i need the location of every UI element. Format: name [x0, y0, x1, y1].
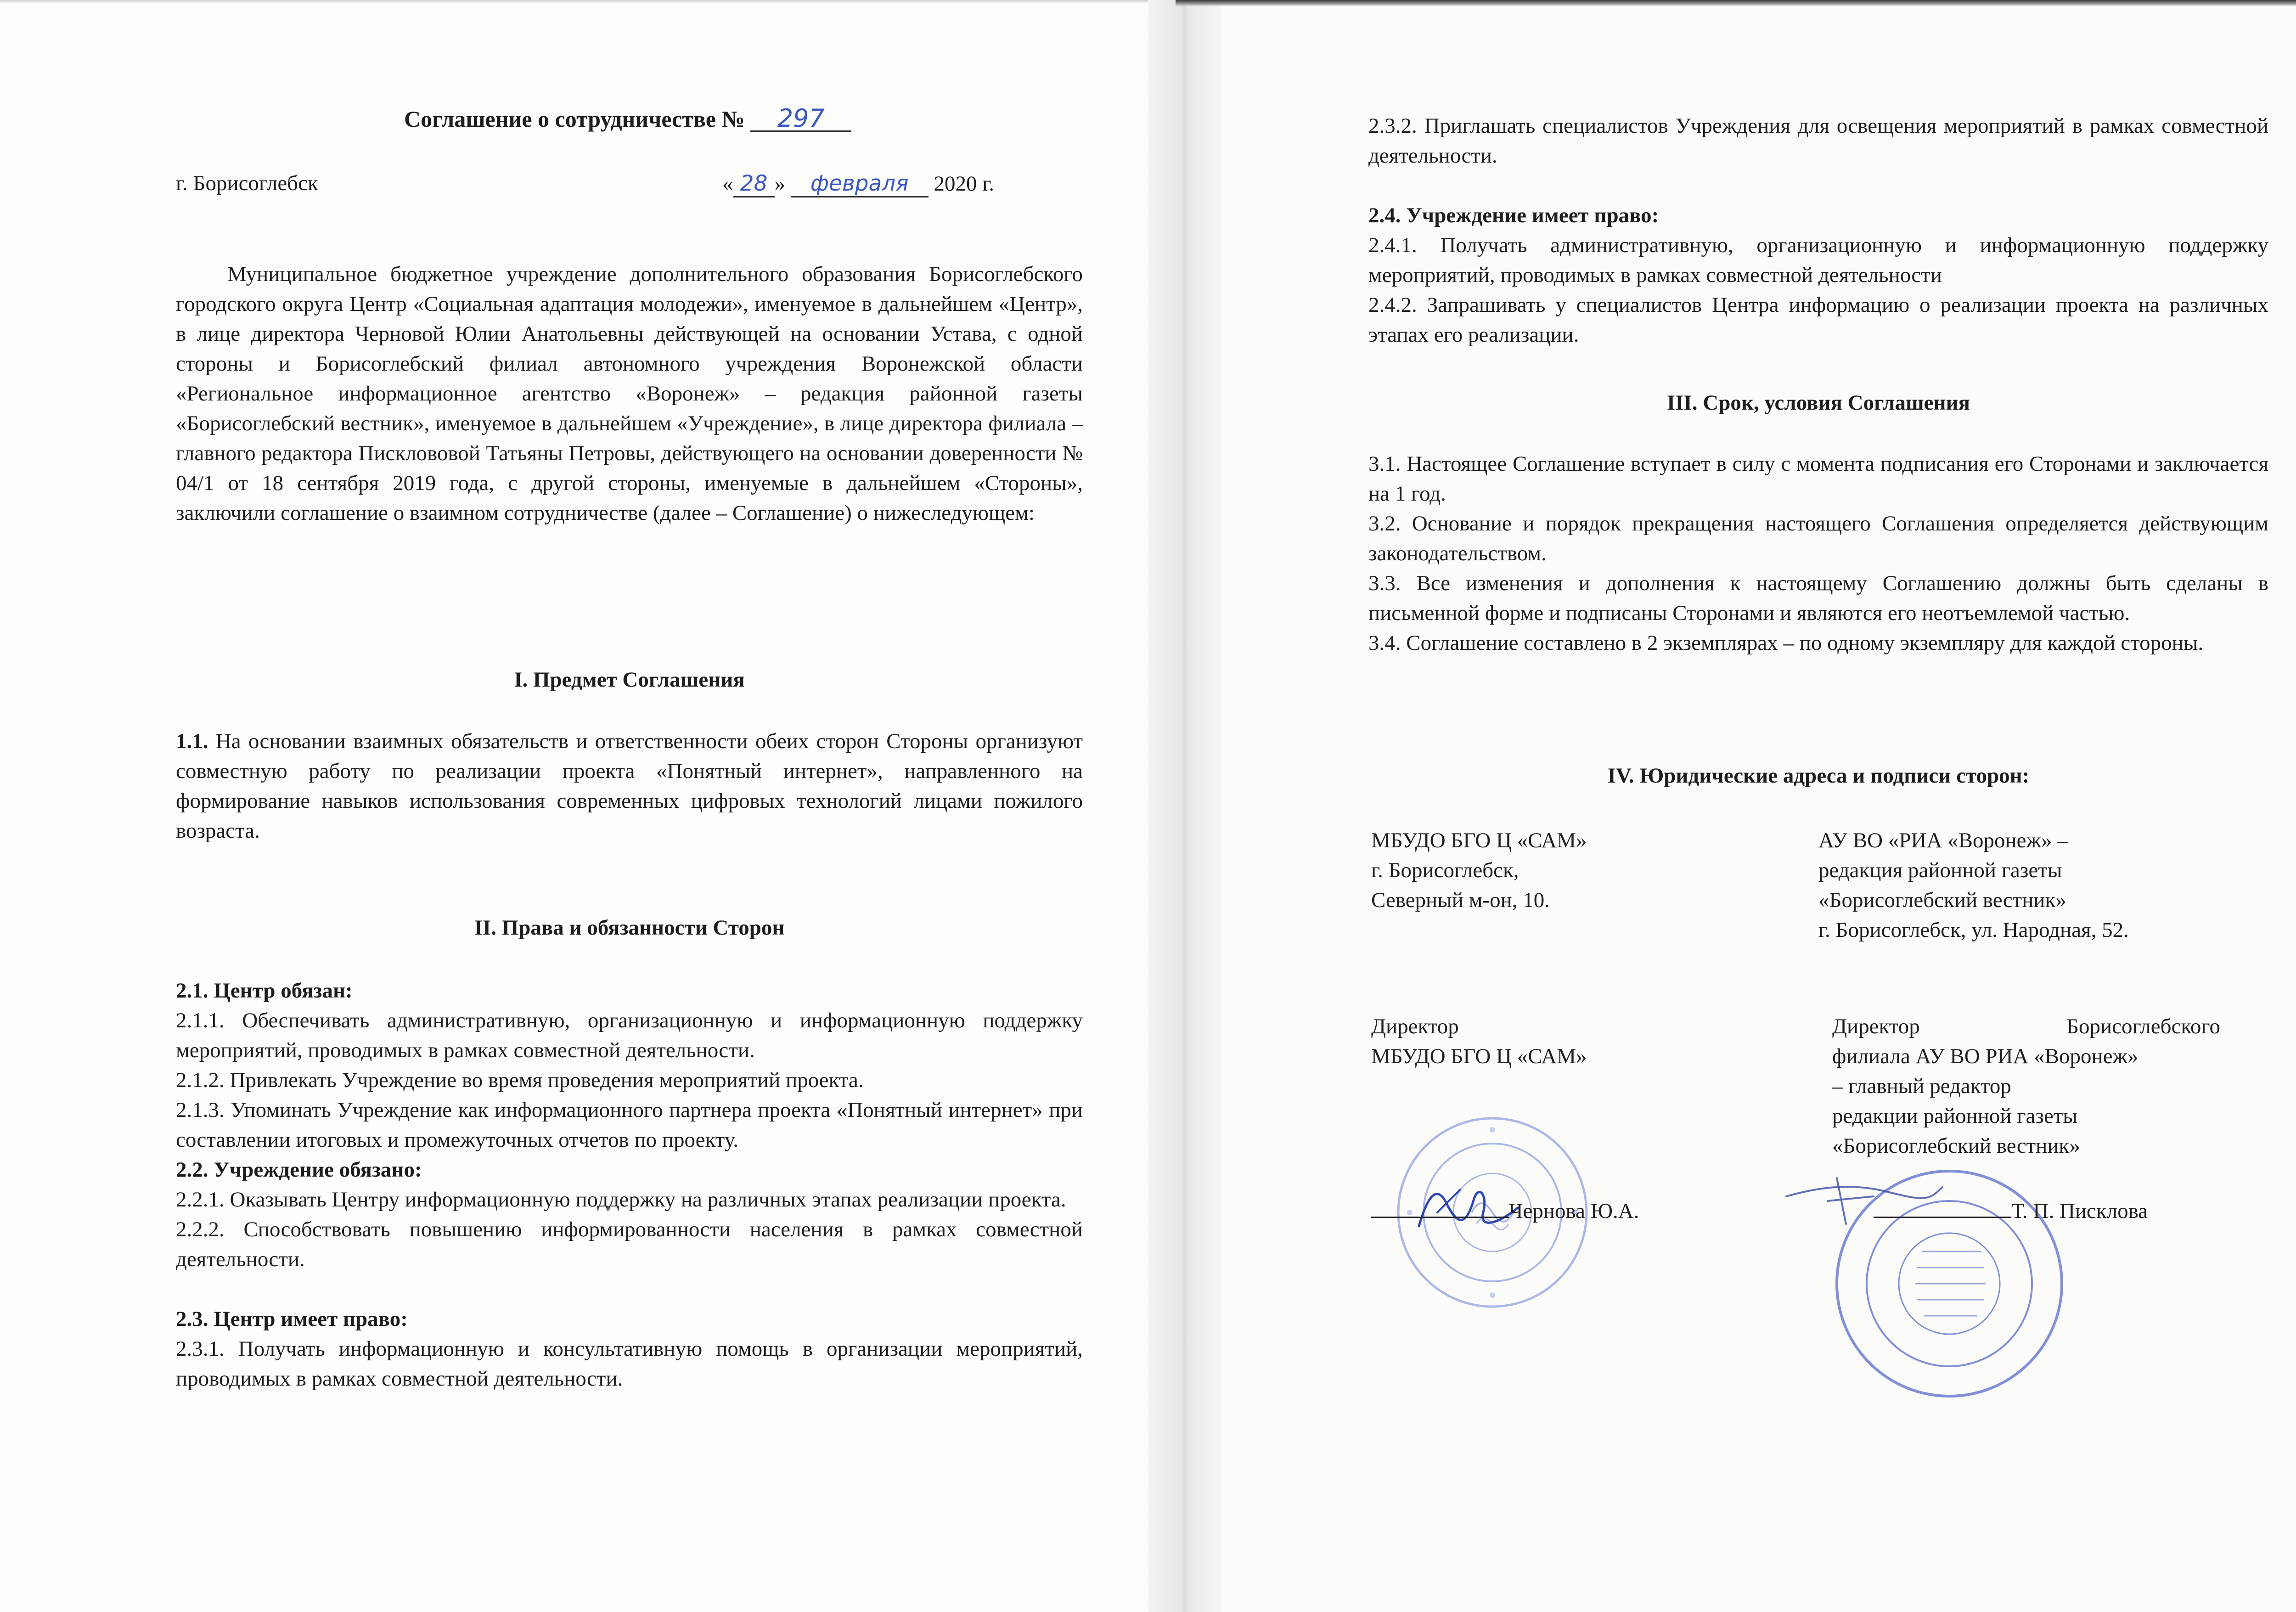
party2-line: АУ ВО «РИА «Воронеж» – — [1818, 829, 2068, 852]
clause-3-1: 3.1. Настоящее Соглашение вступает в силу с момента подписания его Сторонами и заключается на 1 год. — [1368, 452, 2268, 506]
clause-2-3-2: 2.3.2. Приглашать специалистов Учреждения для освещения мероприятий в рамках совместной деятельности. — [1368, 114, 2268, 168]
document-title — [404, 106, 851, 132]
director2-line: – главный редактор — [1832, 1074, 2011, 1098]
party1-line: г. Борисоглебск, — [1371, 858, 1519, 882]
clause-2-2-2: 2.2.2. Способствовать повышению информированности населения в рамках совместной деятельности. — [176, 1217, 1083, 1271]
clause-2-4-2: 2.4.2. Запрашивать у специалистов Центра информацию о реализации проекта на различных этапах его реализации. — [1368, 293, 2268, 347]
clause-2-3-heading: 2.3. Центр имеет право: — [176, 1307, 408, 1331]
clause-2-1-3: 2.1.3. Упоминать Учреждение как информационного партнера проекта «Понятный интернет» при составлении итоговых и промежуточных отчетов по проекту. — [176, 1098, 1083, 1152]
party1-line: Северный м-он, 10. — [1371, 888, 1550, 912]
director1-line: Директор — [1371, 1015, 1459, 1038]
clause-2-1-heading: 2.1. Центр обязан: — [176, 979, 353, 1003]
signer1-name: Чернова Ю.А. — [1509, 1199, 1639, 1223]
clause-2-3-1: 2.3.1. Получать информационную и консультативную помощь в организации мероприятий, проводимых в рамках совместной деятельности. — [176, 1337, 1083, 1391]
date-close-quote: » — [774, 172, 785, 196]
signature-blank — [1371, 1198, 1509, 1218]
clause-2-4-1: 2.4.1. Получать административную, организационную и информационную поддержку мероприятий, проводимых в рамках совместной деятельности — [1368, 233, 2268, 287]
clause-3-3: 3.3. Все изменения и дополнения к настоящему Соглашению должны быть сделаны в письменной форме и подписаны Сторонами и являются его неотъемлемой частью. — [1368, 571, 2268, 625]
director2-line: «Борисоглебский вестник» — [1832, 1134, 2080, 1158]
intro-paragraph: Муниципальное бюджетное учреждение дополнительного образования Борисоглебского городского округа Центр «Социальная адаптация молодежи», именуемое в дальнейшем «Центр», в лице директора Черновой Юлии Анатольевны действующей на основании Устава, с одной стороны и Борисоглебский филиал автономного учреждения Воронежской области «Региональное информационное агентство «Воронеж» – редакция районной газеты «Борисоглебский вестник», именуемое в дальнейшем «Учреждение», в лице директора филиала – главного редактора Писклововой Татьяны Петровы, действующего на основании доверенности № 04/1 от 18 сентября 2019 года, с другой стороны, именуемые в дальнейшем «Стороны», заключили соглашение о взаимном сотрудничестве (далее – Соглашение) о нижеследующем: — [176, 262, 1083, 525]
spacer — [176, 1274, 1083, 1304]
clause-2-1-1: 2.1.1. Обеспечивать административную, организационную и информационную поддержку мероприятий, проводимых в рамках совместной деятельности. — [176, 1009, 1083, 1062]
page-edge-shadow-left — [0, 0, 1148, 4]
section4-heading: IV. Юридические адреса и подписи сторон: — [1607, 764, 2030, 788]
section1-heading: I. Предмет Соглашения — [514, 668, 745, 692]
director2-line: филиала АУ ВО РИА «Воронеж» — [1832, 1044, 2138, 1068]
clause-2-2-1: 2.2.1. Оказывать Центру информационную поддержку на различных этапах реализации проекта. — [176, 1188, 1066, 1212]
section2-heading: II. Права и обязанности Сторон — [474, 916, 785, 940]
party1-line: МБУДО БГО Ц «САМ» — [1371, 829, 1587, 852]
party1-address — [1371, 826, 1739, 915]
signer2-name: Т. П. Писклова — [2011, 1199, 2148, 1223]
director1-line: МБУДО БГО Ц «САМ» — [1371, 1044, 1587, 1068]
page-fold — [1148, 0, 1221, 1612]
section3-body — [1368, 449, 2268, 658]
director1-title — [1371, 1012, 1739, 1071]
right-top-clauses — [1368, 111, 2268, 350]
director2-line: Директор Борисоглебского — [1832, 1015, 2220, 1038]
place-date-line — [176, 171, 1039, 203]
section2-body — [176, 976, 1083, 1394]
clause-2-4-heading: 2.4. Учреждение имеет право: — [1368, 203, 1659, 227]
clause-2-2-heading: 2.2. Учреждение обязано: — [176, 1158, 422, 1182]
signature-blank — [1874, 1198, 2011, 1218]
spacer — [1368, 171, 2268, 201]
date-month: февраля — [791, 171, 929, 197]
section3-heading: III. Срок, условия Соглашения — [1666, 391, 1970, 415]
clause-3-2: 3.2. Основание и порядок прекращения настоящего Соглашения определяется действующим законодательством. — [1368, 512, 2268, 565]
clause-2-1-2: 2.1.2. Привлекать Учреждение во время проведения мероприятий проекта. — [176, 1068, 864, 1092]
director2-line: редакции районной газеты — [1832, 1104, 2077, 1128]
date-day: 28 — [733, 171, 775, 197]
date-open-quote: « — [722, 172, 733, 196]
signature-line-1 — [1371, 1196, 1639, 1226]
agreement-number: 297 — [750, 107, 851, 132]
clause-1-1 — [176, 727, 1083, 846]
director2-title — [1832, 1012, 2220, 1161]
party2-line: г. Борисоглебск, ул. Народная, 52. — [1818, 918, 2129, 942]
city: г. Борисоглебск — [176, 171, 318, 195]
clause-3-4: 3.4. Соглашение составлено в 2 экземплярах – по одному экземпляру для каждой стороны. — [1368, 631, 2204, 655]
date — [722, 171, 994, 197]
party2-line: редакция районной газеты — [1818, 858, 2062, 882]
clause-1-1-text: На основании взаимных обязательств и ответственности обеих сторон Стороны организуют совместную работу по реализации проекта «Понятный интернет», направленного на формирование навыков использования современных цифровых технологий лицами пожилого возраста. — [176, 729, 1083, 843]
clause-1-1-number: 1.1. — [176, 729, 208, 753]
party2-line: «Борисоглебский вестник» — [1818, 888, 2066, 912]
page-edge-shadow — [1176, 0, 2296, 6]
date-year: 2020 г. — [934, 172, 994, 196]
signature-line-2 — [1874, 1196, 2148, 1226]
party2-address — [1818, 826, 2278, 945]
title-text: Соглашение о сотрудничестве № — [404, 106, 745, 132]
